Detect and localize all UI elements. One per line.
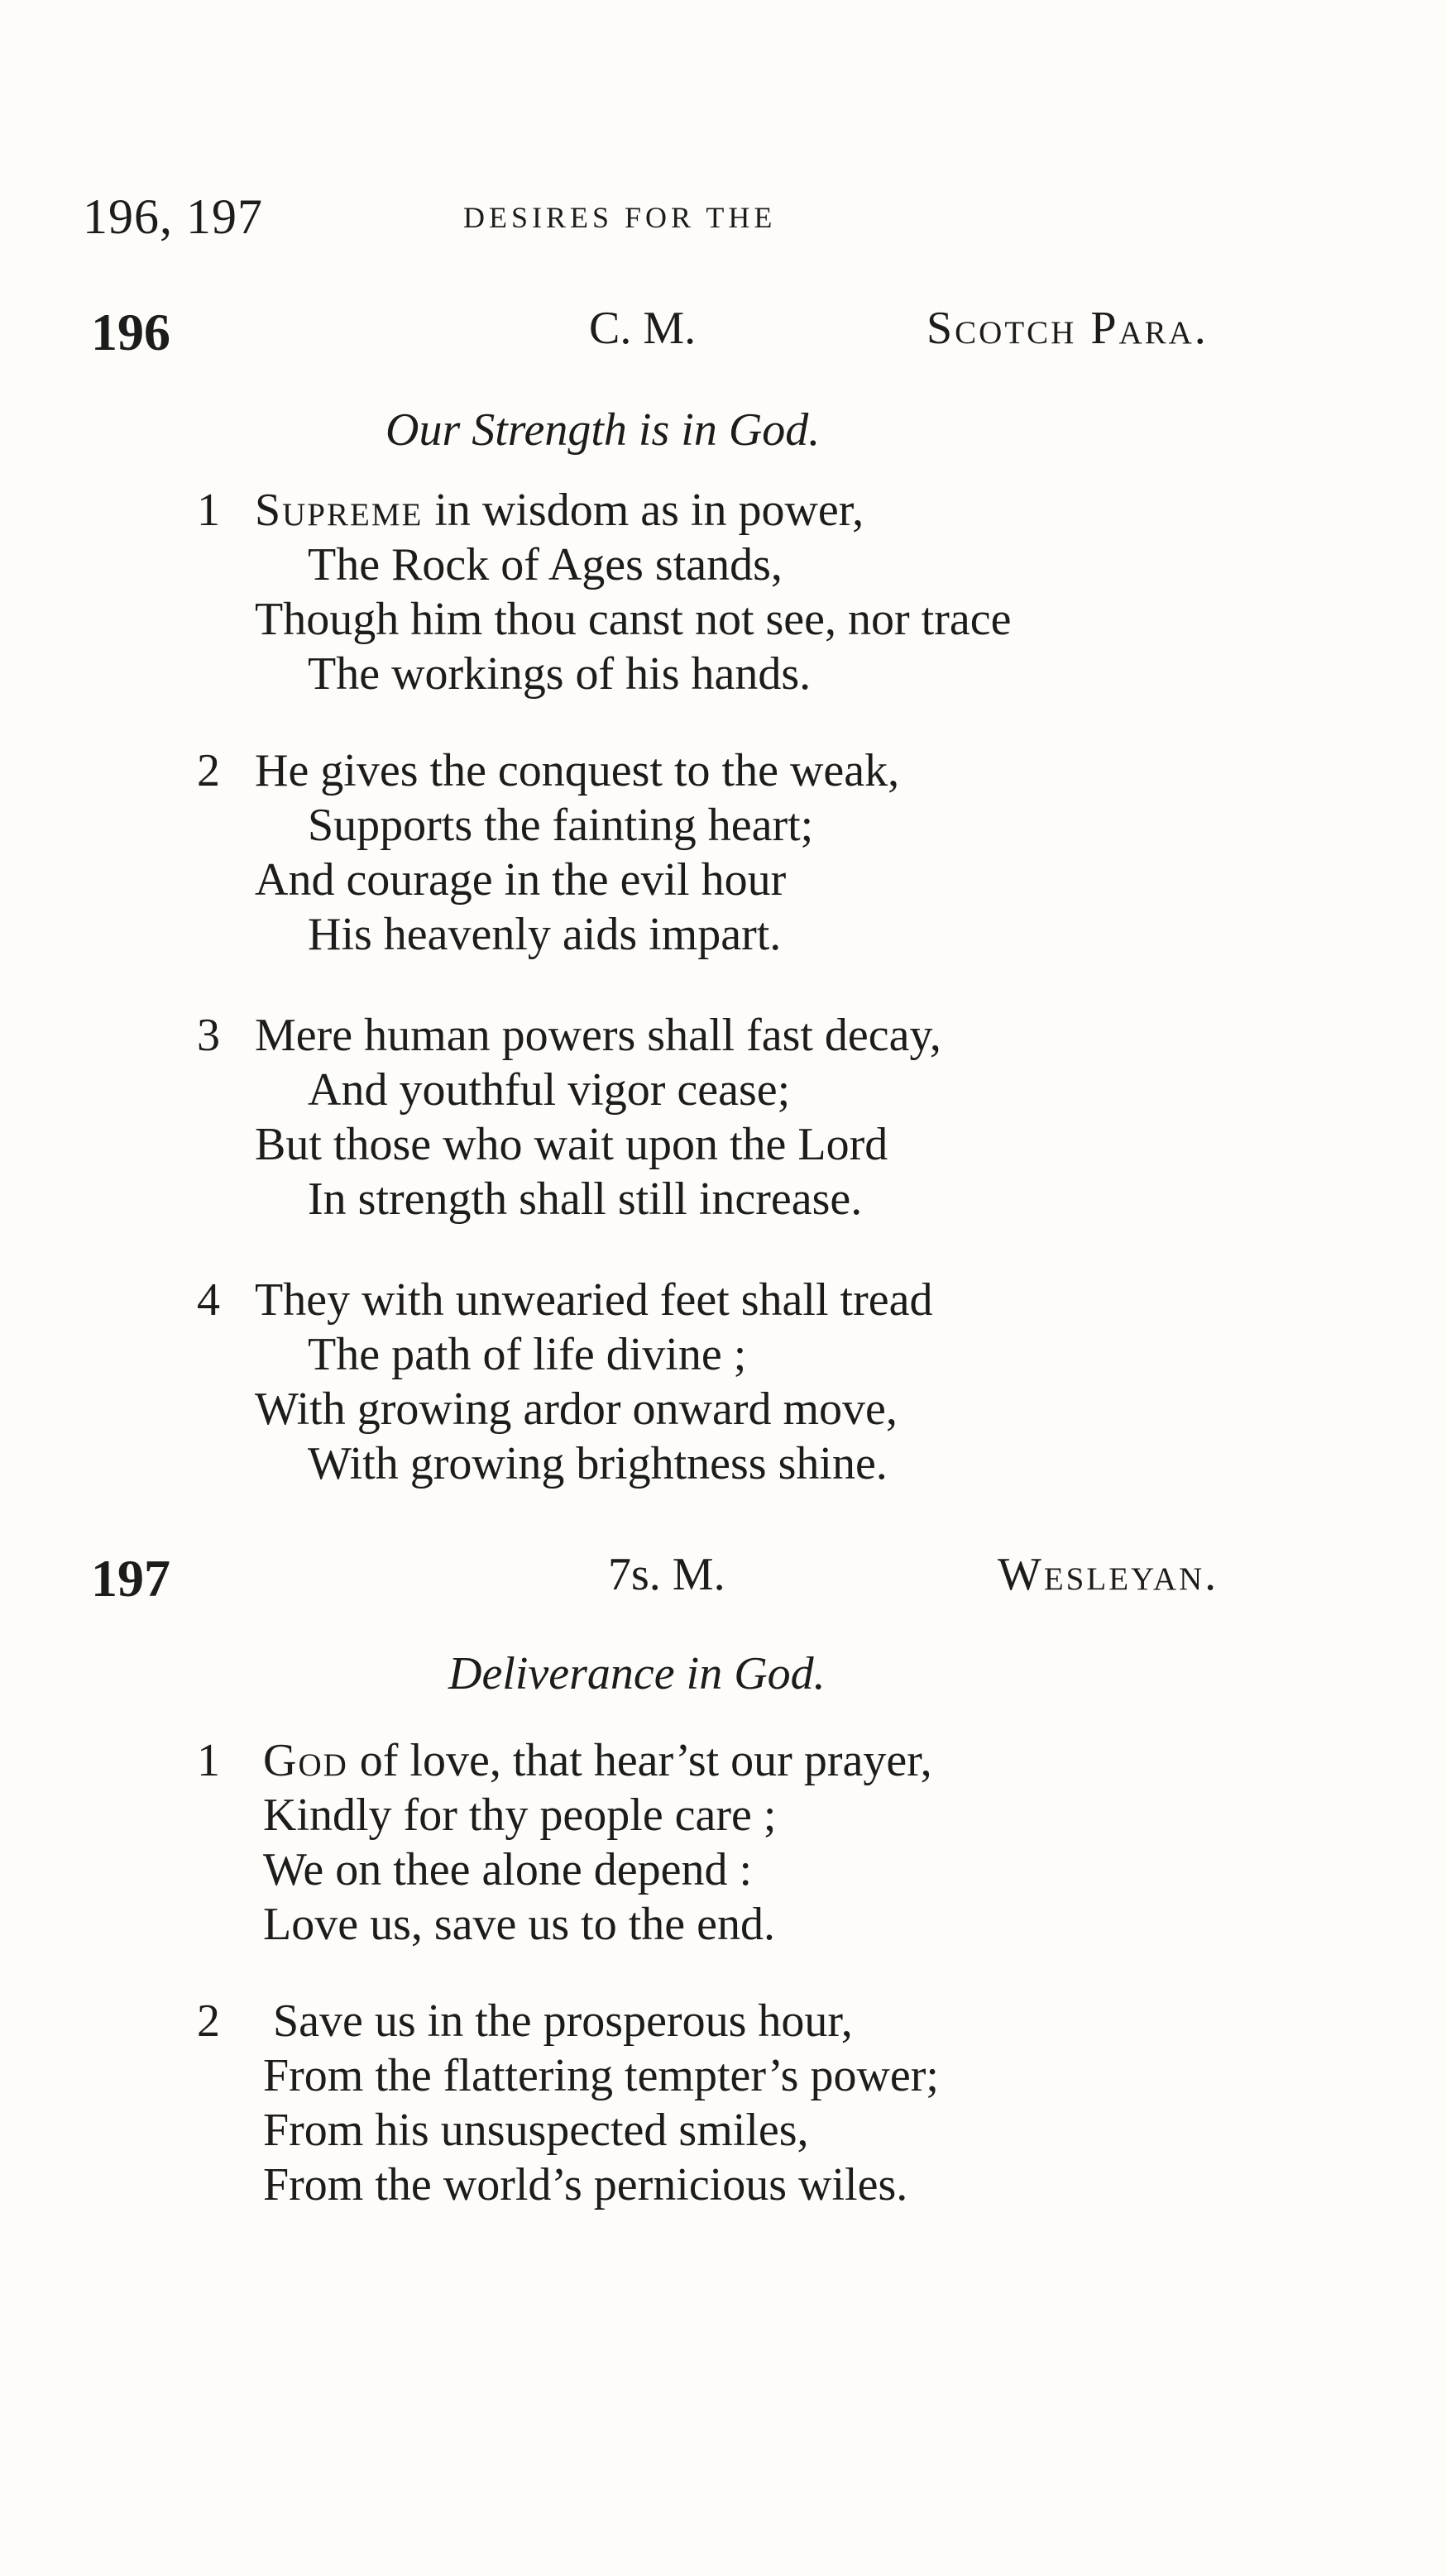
hymn-196-header <box>0 302 1446 368</box>
verse-line: From the flattering tempter’s power; <box>263 2050 939 2101</box>
running-head-title: DESIRES FOR THE <box>463 201 777 234</box>
verse-line: Mere human powers shall fast decay, <box>255 1010 941 1061</box>
hymn-source: Scotch Para. <box>926 303 1209 354</box>
verse-number: 2 <box>197 745 220 796</box>
verse-line: Love us, save us to the end. <box>263 1899 775 1950</box>
verse-line: In strength shall still increase. <box>308 1173 863 1225</box>
verse-line: Save us in the prosperous hour, <box>273 1995 853 2047</box>
verse-line: From the world’s pernicious wiles. <box>263 2159 908 2210</box>
verse-first-word: God <box>263 1735 348 1786</box>
verse-line: But those who wait upon the Lord <box>255 1119 888 1170</box>
hymn-number: 196 <box>91 303 170 361</box>
verse-line: His heavenly aids impart. <box>308 909 782 960</box>
verse-number: 4 <box>197 1274 220 1326</box>
verse-line: From his unsuspected smiles, <box>263 2105 809 2156</box>
verse-number: 1 <box>197 1735 220 1786</box>
verse-line: Though him thou canst not see, nor trace <box>255 594 1012 645</box>
verse-line: With growing brightness shine. <box>308 1438 888 1489</box>
verse-number: 2 <box>197 1995 220 2047</box>
hymn-meter: C. M. <box>589 303 697 354</box>
verse-line: The workings of his hands. <box>308 648 812 700</box>
hymn-number: 197 <box>91 1549 170 1608</box>
verse-line: With growing ardor onward move, <box>255 1384 898 1435</box>
verse-line: He gives the conquest to the weak, <box>255 745 900 796</box>
verse-line: And youthful vigor cease; <box>308 1064 791 1116</box>
verse-first-word: Supreme <box>255 485 424 536</box>
verse-line: We on thee alone depend : <box>263 1844 753 1895</box>
verse-line: Supports the fainting heart; <box>308 800 814 851</box>
verse-line: The Rock of Ages stands, <box>308 539 783 590</box>
verse-line: And courage in the evil hour <box>255 854 787 906</box>
verse-line: God of love, that hear’st our prayer, <box>263 1735 932 1786</box>
verse-line: Kindly for thy people care ; <box>263 1790 777 1841</box>
hymn-title: Our Strength is in God. <box>385 404 821 456</box>
page-numbers: 196, 197 <box>83 189 263 244</box>
verse-number: 1 <box>197 485 220 536</box>
verse-line: Supreme in wisdom as in power, <box>255 485 864 536</box>
hymn-197-header <box>0 1548 1446 1614</box>
hymn-meter: 7s. M. <box>608 1549 725 1600</box>
verse-line: The path of life divine ; <box>308 1329 747 1380</box>
verse-number: 3 <box>197 1010 220 1061</box>
running-head <box>83 189 777 246</box>
hymn-source: Wesleyan. <box>998 1549 1219 1600</box>
verse-line: They with unwearied feet shall tread <box>255 1274 933 1326</box>
hymn-title: Deliverance in God. <box>448 1648 826 1699</box>
